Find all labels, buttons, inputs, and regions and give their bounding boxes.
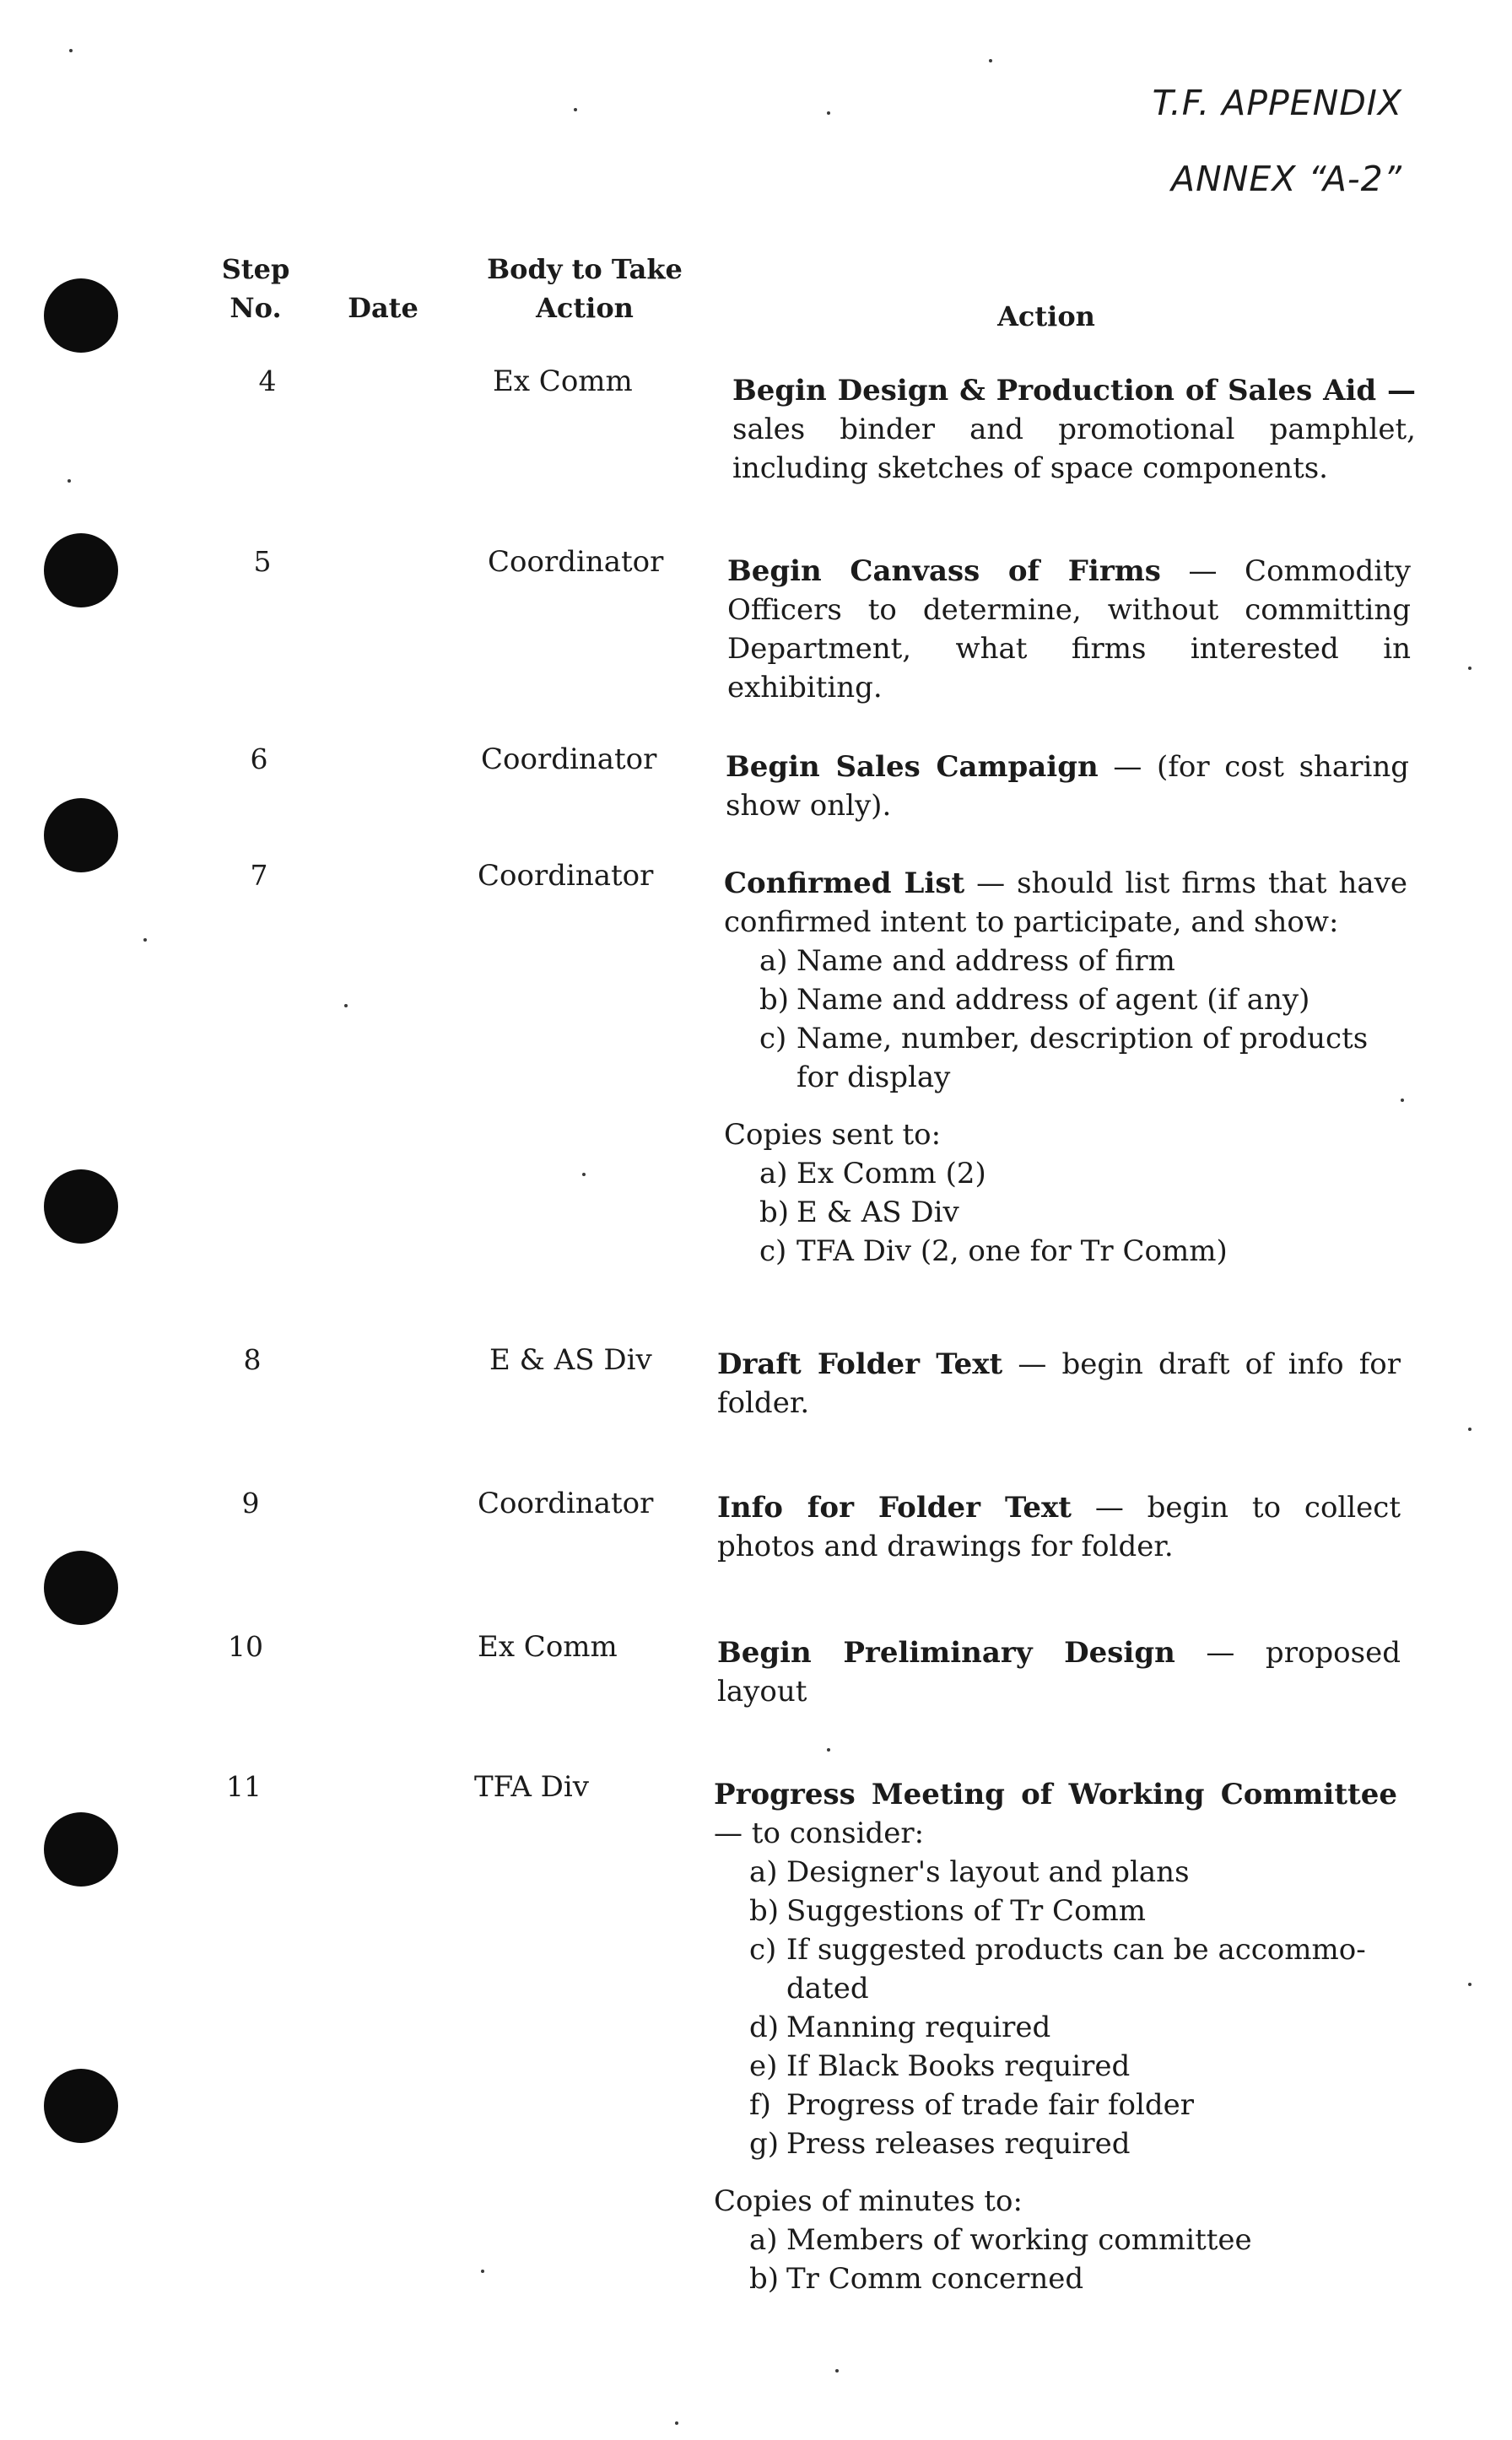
step-action [717,1488,1401,1566]
annex-title: ANNEX “A-2” [1171,159,1402,199]
list-item-marker: b) [759,983,790,1017]
step-action-text: sales binder and promotional pamphlet, including sketches of space components. [732,413,1416,485]
list-item-marker: b) [759,1196,790,1229]
list-item-marker: b) [749,2262,780,2296]
scan-speck [143,938,147,942]
copies-item [724,1232,1407,1271]
step-action-text: — proposed layout [717,1636,1401,1709]
list-item-text: Suggestions of Tr Comm [786,1894,1147,1928]
scan-speck [989,59,992,62]
scan-speck [1468,1983,1472,1986]
list-item-text: Manning required [786,2011,1051,2044]
list-item-text: TFA Div (2, one for Tr Comm) [796,1234,1228,1268]
copies-item [714,2221,1397,2259]
list-item [724,1019,1407,1058]
copies-label: Copies of minutes to: [714,2184,1023,2218]
list-item [714,2047,1397,2086]
step-action-text: — should list firms that have confirmed intent to participate, and show: [724,866,1407,939]
step-number: 5 [253,545,272,578]
step-action-text: — to consider: [714,1817,925,1850]
step-action-title: Begin Preliminary Design [717,1636,1175,1670]
list-item-marker: a) [749,1855,778,1889]
step-action-title: Confirmed List [724,866,965,900]
list-item-text: Name, number, description of products [796,1022,1369,1055]
step-action-title: Info for Folder Text [717,1491,1072,1525]
list-item [714,2086,1397,2124]
list-item-text: If Black Books required [786,2049,1131,2083]
list-item [714,1892,1397,1930]
step-number: 9 [241,1487,260,1520]
scan-speck [69,49,73,52]
scan-speck [68,479,71,483]
scan-speck [344,1004,348,1007]
step-action-title: Progress Meeting of Working Committee [714,1778,1397,1811]
list-item-marker: c) [749,1933,777,1967]
list-item [714,2124,1397,2163]
list-item-marker: b) [749,1894,780,1928]
column-header-body-line2: Action [536,292,634,324]
column-header-body [479,250,690,327]
list-item-text: Name and address of firm [796,944,1175,978]
column-header-date: Date [348,292,418,324]
list-item [714,1853,1397,1892]
list-item [714,1930,1397,1969]
punch-hole [44,1169,118,1244]
copies-item [714,2259,1397,2298]
step-action-title: Begin Canvass of Firms [727,554,1161,588]
step-action-text: — begin to collect photos and drawings for folder. [717,1491,1401,1563]
scan-speck [675,2421,678,2425]
step-body: Ex Comm [478,1630,618,1664]
list-item-text: Name and address of agent (if any) [796,983,1310,1017]
step-action-intro [714,1775,1397,1853]
step-action [714,1775,1397,2298]
list-item-continuation: dated [786,1972,869,2005]
scan-speck [835,2369,839,2373]
scan-speck [481,2270,484,2273]
list-item-marker: f) [749,2088,771,2122]
step-action-title: Begin Sales Campaign [726,750,1099,784]
list-item-text: Designer's layout and plans [786,1855,1190,1889]
list-item-marker: d) [749,2011,780,2044]
scan-speck [827,111,830,115]
step-action-title: Draft Folder Text [717,1347,1003,1381]
copies-item [724,1154,1407,1193]
punch-hole [44,2069,118,2143]
list-item-marker: a) [749,2223,778,2257]
copies-item [724,1193,1407,1232]
step-number: 6 [250,742,268,775]
step-action-text: — Commodity Officers to determine, without committing Department, what firms interested in exhibiting. [727,554,1411,704]
step-body: Coordinator [481,742,657,776]
step-action [727,552,1411,707]
step-action-intro [724,864,1407,942]
step-body: TFA Div [474,1770,590,1804]
step-action [717,1345,1401,1422]
scan-speck [827,1748,830,1752]
step-number: 11 [226,1770,262,1803]
step-number: 8 [243,1343,262,1376]
list-item-marker: a) [759,944,788,978]
step-action [726,748,1409,825]
punch-hole [44,1551,118,1625]
list-item-continuation: for display [796,1061,951,1094]
step-action-text: — (for cost sharing show only). [726,750,1409,823]
scan-speck [574,108,577,111]
list-item-marker: a) [759,1157,788,1190]
list-item-text: Tr Comm concerned [786,2262,1084,2296]
list-item-text: Progress of trade fair folder [786,2088,1195,2122]
step-action-text: — begin draft of info for folder. [717,1347,1401,1420]
step-action [717,1633,1401,1711]
step-body: Ex Comm [493,364,633,398]
column-header-step-line2: No. [230,292,282,324]
list-item-text: If suggested products can be accommo- [786,1933,1366,1967]
step-body: E & AS Div [489,1343,652,1377]
scan-speck [582,1173,586,1176]
step-action-title: Begin Design & Production of Sales Aid — [732,374,1416,408]
punch-hole [44,533,118,607]
column-header-action: Action [997,300,1095,332]
appendix-title: T.F. APPENDIX [1152,83,1402,123]
list-item [724,980,1407,1019]
column-header-body-line1: Body to Take [487,253,683,285]
list-item-text: E & AS Div [796,1196,959,1229]
list-item-marker: c) [759,1234,787,1268]
column-header-step-line1: Step [221,253,290,285]
punch-hole [44,1812,118,1887]
list-item-marker: e) [749,2049,778,2083]
list-item-text: Press releases required [786,2127,1131,2161]
list-item-marker: c) [759,1022,787,1055]
step-number: 10 [228,1630,263,1663]
list-item [724,942,1407,980]
punch-hole [44,798,118,872]
scan-speck [1468,667,1472,670]
punch-hole [44,278,118,353]
step-body: Coordinator [488,545,664,579]
step-action [724,864,1407,1271]
step-number: 7 [250,859,268,892]
list-item-marker: g) [749,2127,780,2161]
column-header-step [209,250,302,327]
scan-speck [1468,1428,1472,1431]
step-body: Coordinator [478,1487,654,1520]
step-action [732,371,1416,488]
list-item-text: Members of working committee [786,2223,1252,2257]
copies-label: Copies sent to: [724,1118,942,1152]
list-item [714,2008,1397,2047]
step-body: Coordinator [478,859,654,893]
list-item-text: Ex Comm (2) [796,1157,986,1190]
step-number: 4 [258,364,277,397]
